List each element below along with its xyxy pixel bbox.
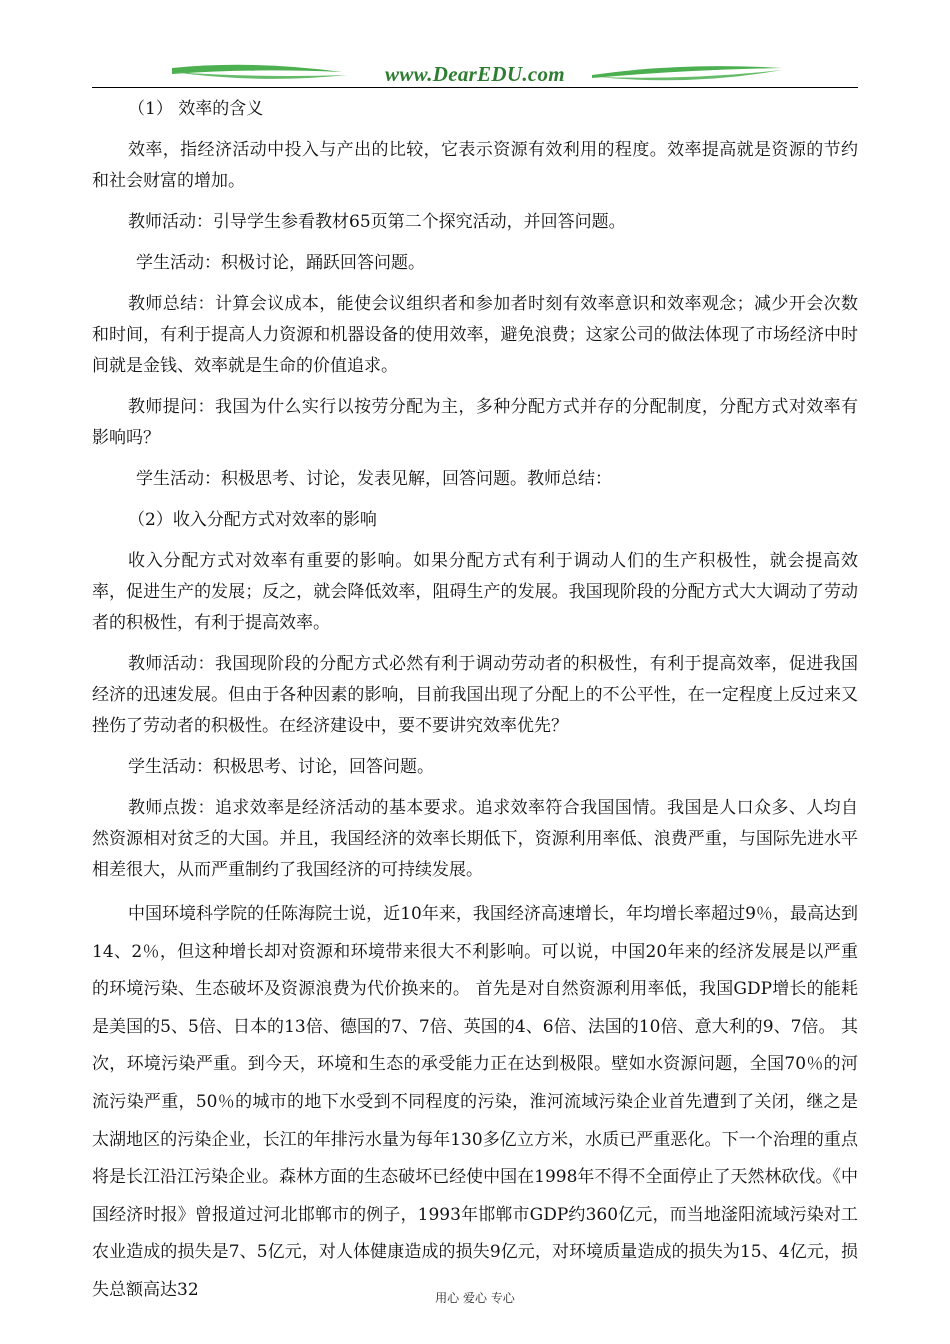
page-footer: 用心 爱心 专心 — [435, 1291, 515, 1305]
paragraph-environment-case: 中国环境科学院的任陈海院士说，近10年来，我国经济高速增长，年均增长率超过9％，最高达到14、2％，但这种增长却对资源和环境带来很大不利影响。可以说，中国20年来的经济发展是以严重的环境污染、生态破坏及资源浪费为代价换来的。 首先是对自然资源利用率低，我国GDP增长的能耗是美国的5、5倍、日本的13倍、德国的7、7倍、英国的4、6倍、法国的10倍、意大利的9、7倍。 其次，环境污染严重。到今天，环境和生态的承受能力正在达到极限。壁如水资源问题，全国70％的河流污染严重，50％的城市的地下水受到不同程度的污染，淮河流域污染企业首先遭到了关闭，继之是太湖地区的污染企业，长江的年排污水量为每年130多亿立方米，水质已严重恶化。下一个治理的重点将是长江沿江污染企业。森林方面的生态破坏已经使中国在1998年不得不全面停止了天然林砍伐。《中国经济时报》曾报道过河北邯郸市的例子，1993年邯郸市GDP约360亿元，而当地滏阳流域污染对工农业造成的损失是7、5亿元，对人体健康造成的损失9亿元，对环境质量造成的损失为15、4亿元，损失总额高达32 — [92, 904, 858, 1300]
paragraph-teacher-summary-1: 教师总结：计算会议成本，能使会议组织者和参加者时刻有效率意识和效率观念；减少开会次数和时间，有利于提高人力资源和机器设备的使用效率，避免浪费；这家公司的做法体现了市场经济中时间就是金钱、效率就是生命的价值追求。 — [92, 294, 858, 376]
section-heading-2: （2）收入分配方式对效率的影响 — [128, 510, 377, 530]
header-divider — [92, 87, 858, 88]
page-header — [92, 58, 858, 90]
paragraph-teacher-activity-1: 教师活动：引导学生参看教材65页第二个探究活动，并回答问题。 — [128, 212, 626, 232]
section-heading-1: （1） 效率的含义 — [128, 99, 264, 119]
paragraph-student-activity-1: 学生活动：积极讨论，踊跃回答问题。 — [136, 253, 425, 273]
paragraph-teacher-question: 教师提问：我国为什么实行以按劳分配为主，多种分配方式并存的分配制度，分配方式对效率有影响吗？ — [92, 397, 858, 448]
paragraph-teacher-activity-2: 教师活动：我国现阶段的分配方式必然有利于调动劳动者的积极性，有利于提高效率，促进我国经济的迅速发展。但由于各种因素的影响，目前我国出现了分配上的不公平性，在一定程度上反过来又挫伤了劳动者的积极性。在经济建设中，要不要讲究效率优先？ — [92, 654, 858, 736]
paragraph-student-activity-2: 学生活动：积极思考、讨论，发表见解，回答问题。教师总结： — [136, 469, 612, 489]
paragraph-teacher-guidance: 教师点拨：追求效率是经济活动的基本要求。追求效率符合我国国情。我国是人口众多、人均自然资源相对贫乏的大国。并且，我国经济的效率长期低下，资源利用率低、浪费严重，与国际先进水平相差很大，从而严重制约了我国经济的可持续发展。 — [92, 798, 858, 880]
paragraph-efficiency-definition: 效率，指经济活动中投入与产出的比较，它表示资源有效利用的程度。效率提高就是资源的节约和社会财富的增加。 — [92, 140, 858, 191]
site-logo-text[interactable]: www.DearEDU.com — [385, 62, 565, 86]
paragraph-distribution-impact: 收入分配方式对效率有重要的影响。如果分配方式有利于调动人们的生产积极性，就会提高效率，促进生产的发展；反之，就会降低效率，阻碍生产的发展。我国现阶段的分配方式大大调动了劳动者的积极性，有利于提高效率。 — [92, 551, 858, 633]
document-body — [92, 94, 858, 1310]
paragraph-student-activity-3: 学生活动：积极思考、讨论，回答问题。 — [128, 757, 434, 777]
